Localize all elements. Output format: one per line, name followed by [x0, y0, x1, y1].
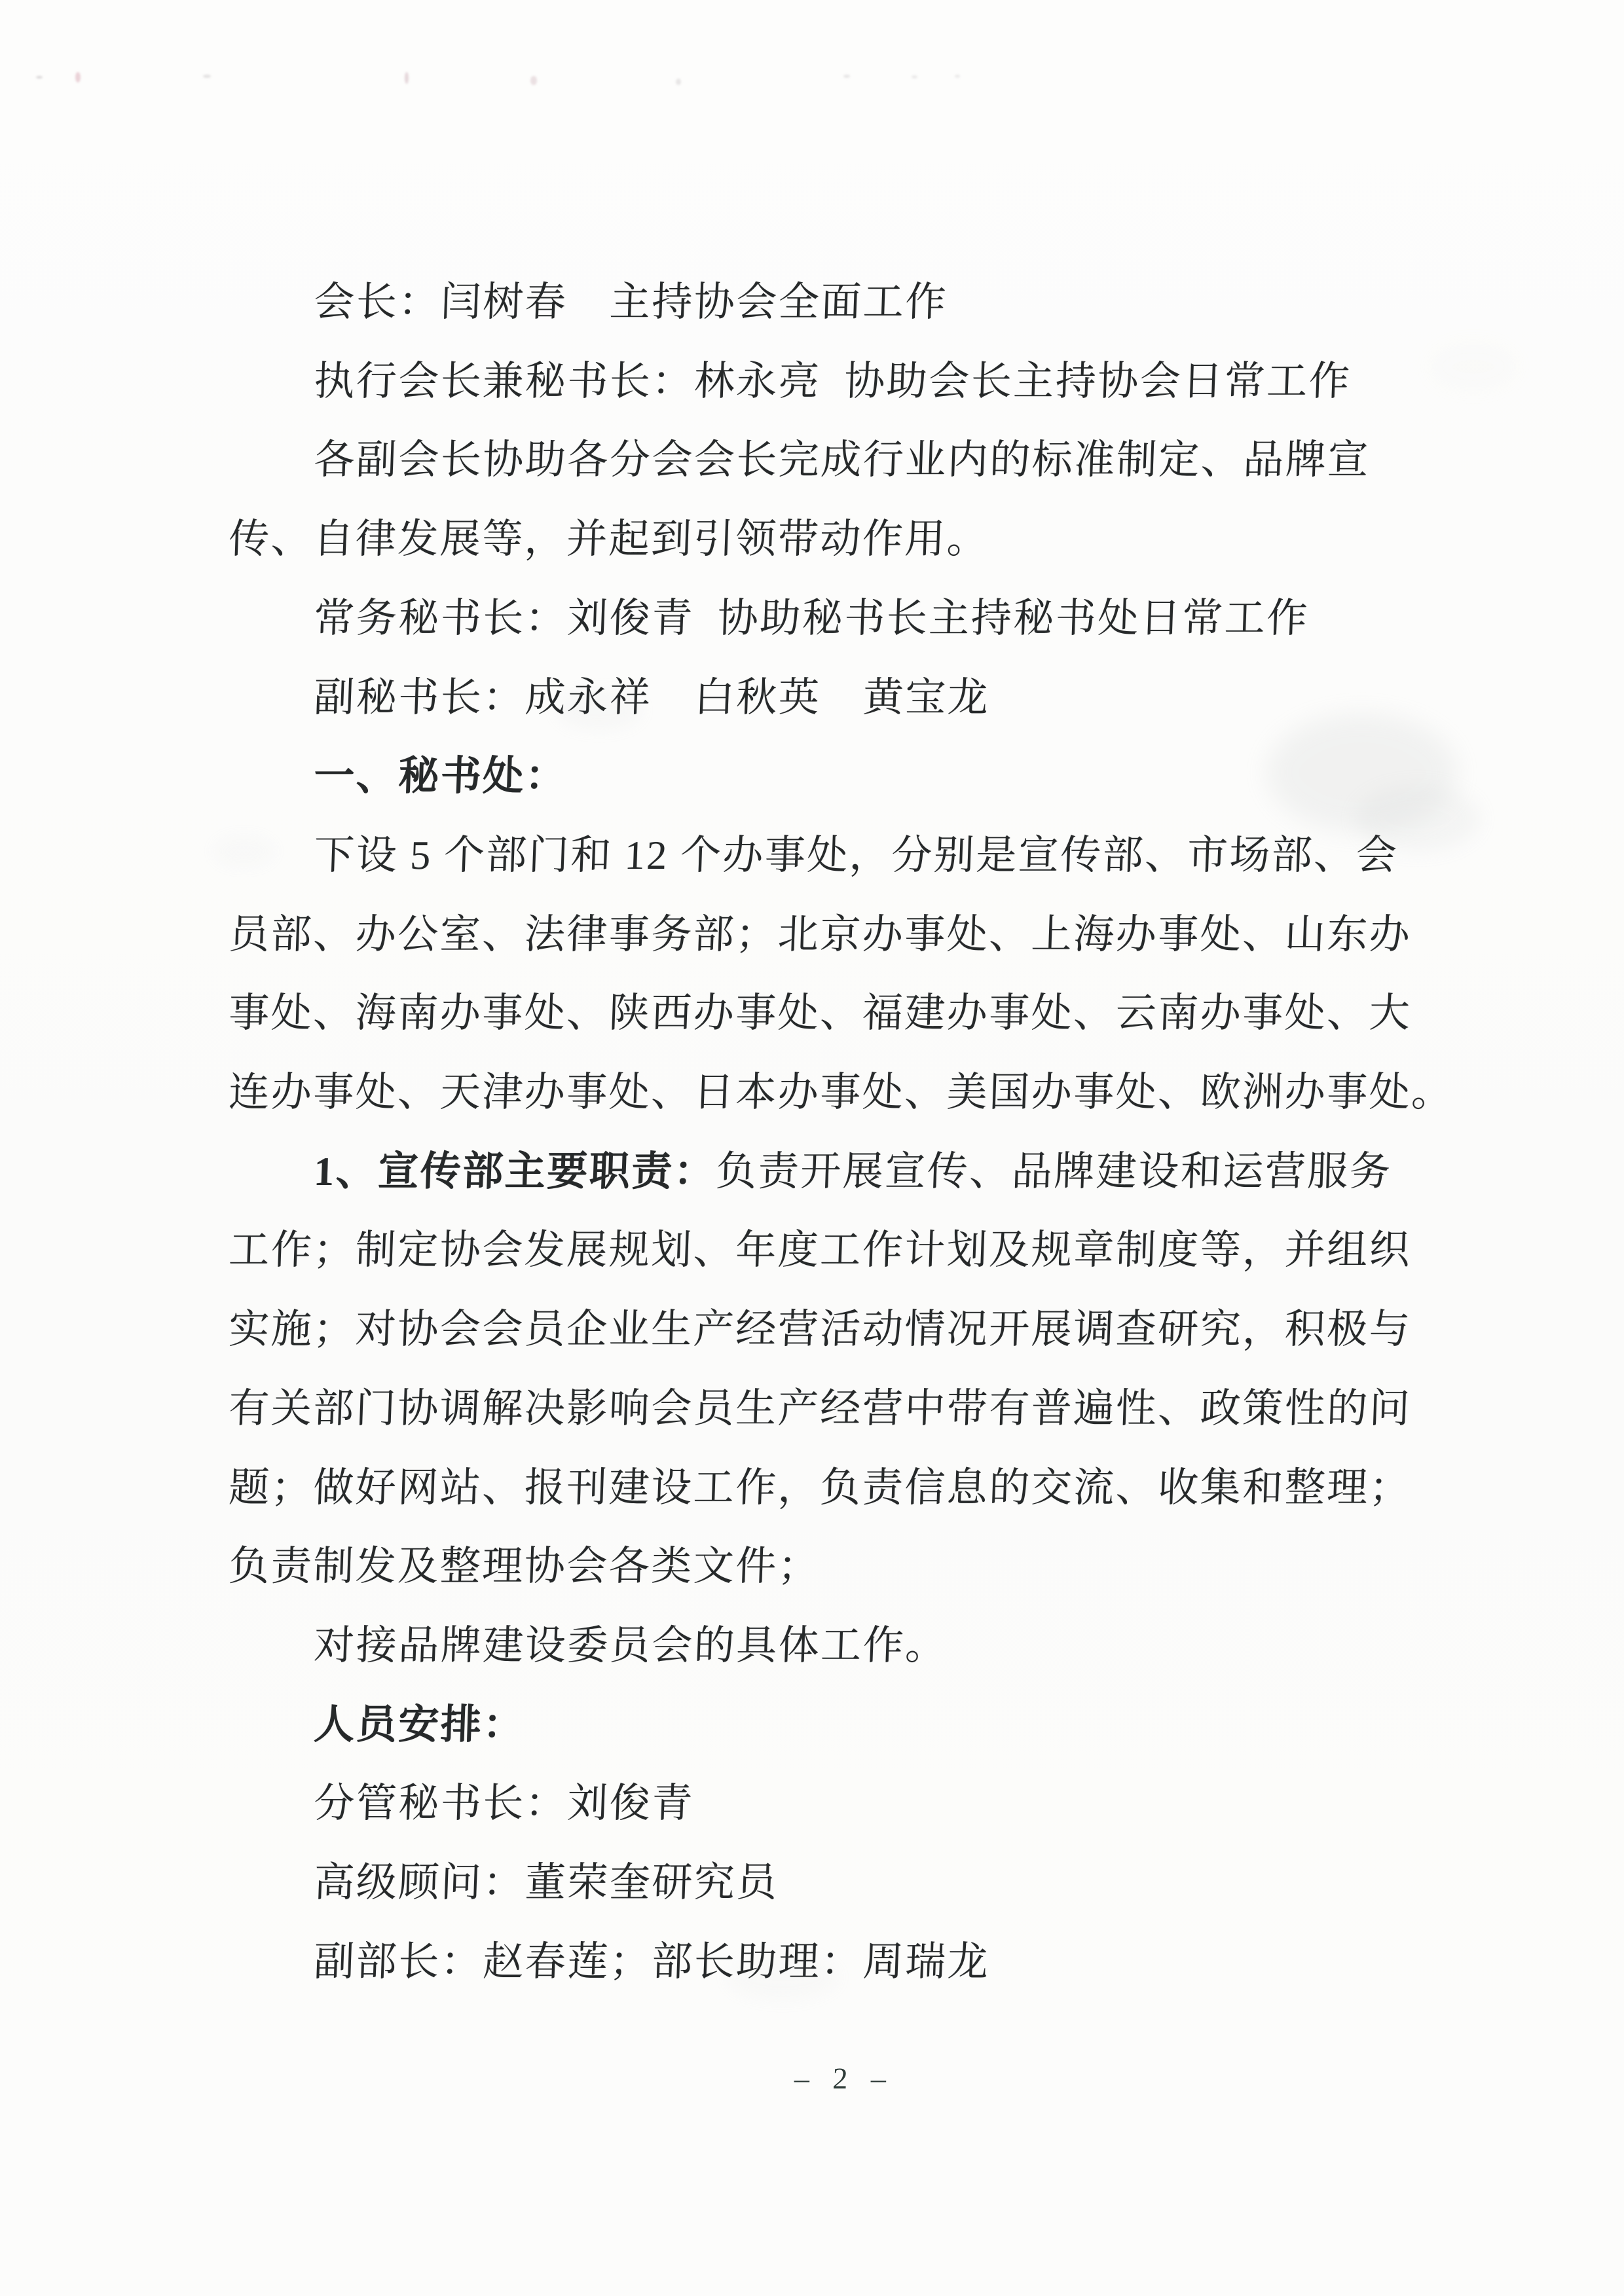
body-text: 副部长：赵春莲；部长助理：周瑞龙: [313, 1940, 991, 1984]
body-text: 题；做好网站、报刊建设工作，负责信息的交流、收集和整理；: [228, 1466, 1412, 1510]
body-text: 员部、办公室、法律事务部；北京办事处、上海办事处、山东办: [228, 913, 1412, 957]
text-line: [313, 1700, 526, 1751]
text-line: [313, 830, 1399, 881]
body-text: 有关部门协调解决影响会员生产经营中带有普遍性、政策性的问: [228, 1387, 1412, 1431]
text-line: [313, 435, 1371, 486]
body-text: 副秘书长：成永祥 白秋英 黄宝龙: [313, 676, 991, 720]
text-line: [228, 1541, 821, 1592]
body-text: 传、自律发展等，并起到引领带动作用。: [228, 517, 990, 562]
text-line: [313, 1857, 779, 1908]
text-line: [228, 1067, 1454, 1118]
heading-text: 人员安排：: [313, 1703, 526, 1747]
body-text: 实施；对协会会员企业生产经营活动情况开展调查研究，积极与: [228, 1307, 1412, 1352]
text-line: [313, 356, 1352, 407]
heading-text: 一、秘书处：: [313, 754, 568, 799]
text-line: [313, 751, 568, 802]
body-text: 常务秘书长：刘俊青 协助秘书长主持秘书处日常工作: [313, 596, 1310, 641]
text-line: [313, 672, 991, 723]
body-text: 事处、海南办事处、陕西办事处、福建办事处、云南办事处、大: [228, 991, 1412, 1036]
text-line: [313, 277, 948, 328]
text-line: [313, 1778, 695, 1829]
body-text: 工作；制定协会发展规划、年度工作计划及规章制度等，并组织: [228, 1228, 1412, 1273]
body-text: 执行会长兼秘书长：林永亮 协助会长主持协会日常工作: [313, 359, 1352, 404]
body-text: 对接品牌建设委员会的具体工作。: [313, 1624, 949, 1668]
text-line: [313, 1620, 948, 1671]
body-text: 下设 5 个部门和 12 个办事处，分别是宣传部、市场部、会: [313, 833, 1399, 878]
text-line: [313, 593, 1310, 644]
page-number: – 2 –: [794, 2062, 895, 2095]
body-text: 连办事处、天津办事处、日本办事处、美国办事处、欧洲办事处。: [228, 1070, 1455, 1115]
body-text: 分管秘书长：刘俊青: [313, 1781, 695, 1826]
text-line: [228, 909, 1412, 960]
text-line: [228, 1463, 1412, 1514]
body-text: 负责开展宣传、品牌建设和运营服务: [715, 1150, 1393, 1194]
text-line: [313, 1146, 1393, 1197]
text-line: [228, 1304, 1412, 1355]
body-text: 负责制发及整理协会各类文件；: [228, 1544, 821, 1589]
text-line: [228, 1225, 1412, 1276]
text-line: [228, 514, 990, 565]
body-text: 会长：闫树春 主持协会全面工作: [313, 280, 949, 325]
body-text: 高级顾问：董荣奎研究员: [313, 1861, 780, 1905]
text-line: [228, 988, 1412, 1039]
text-line: [313, 1937, 991, 1988]
body-text: 各副会长协助各分会会长完成行业内的标准制定、品牌宣: [313, 438, 1371, 483]
text-line: [228, 1383, 1412, 1434]
heading-text: 1、宣传部主要职责：: [313, 1150, 717, 1194]
